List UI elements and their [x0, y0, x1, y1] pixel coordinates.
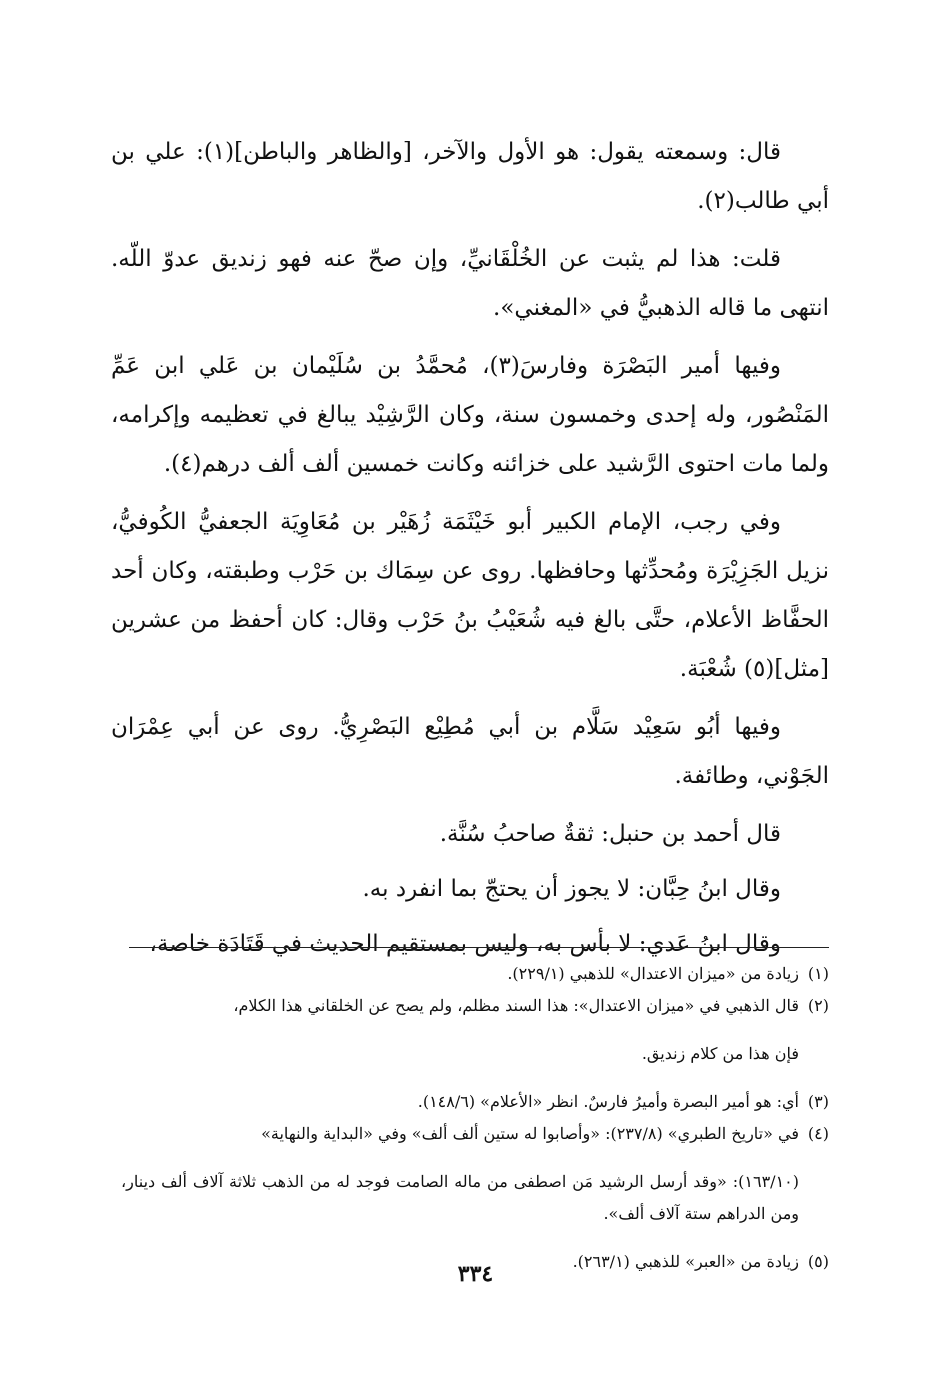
footnote-2-continuation: فإن هذا من كلام زنديق.: [641, 1044, 799, 1063]
footnote-text: أي: هو أمير البصرة وأميرُ فارسٌ. انظر «الأعلام» (١٤٨/٦).: [417, 1092, 799, 1111]
footnote-4-continuation: (١٦٣/١٠): «وقد أرسل الرشيد مَن اصطفى من ماله الصامت فوجد له من الذهب ثلاثة آلاف ألف دينار، ومن الدراهم ستة آلاف ألف».: [121, 1172, 799, 1223]
paragraph-5: وفيها أبُو سَعِيْد سَلَّام بن أبي مُطِيْع البَصْرِيُّ. روى عن أبي عِمْرَان الجَوْني، وطائفة.: [111, 714, 829, 789]
paragraph-8: وقال ابنُ عَدي: لا بأس به، وليس بمستقيم الحديث في قَتَادَة خاصة،: [149, 931, 781, 957]
page-number: ٣٣٤: [457, 1261, 494, 1287]
footnote-number: (٥): [807, 1252, 829, 1271]
footnote-text: زيادة من «العبر» للذهبي (٢٦٣/١).: [572, 1252, 799, 1271]
footnote-1: [121, 958, 829, 990]
paragraph-1: قال: وسمعته يقول: هو الأول والآخر، [والظاهر والباطن](١): علي بن أبي طالب(٢).: [111, 139, 829, 214]
footnote-3: [121, 1086, 829, 1118]
footnote-text: في «تاريخ الطبري» (٢٣٧/٨): «وأصابوا له ستين ألف ألف» وفي «البداية والنهاية»: [261, 1124, 799, 1143]
footnote-number: (٢): [807, 996, 829, 1015]
footnotes-section: [121, 958, 829, 1278]
footnote-4: [121, 1118, 829, 1150]
paragraph-3: وفيها أمير البَصْرَة وفارسَ(٣)، مُحمَّدُ بن سُلَيْمان بن عَلي ابن عَمِّ المَنْصُور، وله إحدى وخمسون سنة، وكان الرَّشِيْد يبالغ في تعظيمه وإكرامه، ولما مات احتوى الرَّشيد على خزائنه وكانت خمسين ألف ألف درهم(٤).: [111, 353, 829, 477]
paragraph-7: وقال ابنُ حِبَّان: لا يجوز أن يحتجّ بما انفرد به.: [362, 876, 781, 902]
footnote-number: (١): [807, 964, 829, 983]
footnote-text: زيادة من «ميزان الاعتدال» للذهبي (٢٢٩/١).: [507, 964, 799, 983]
paragraph-2: قلت: هذا لم يثبت عن الخُلْقَانيِّ، وإن صحّ عنه فهو زنديق عدوّ اللّه. انتهى ما قاله الذهبيُّ في «المغني».: [111, 246, 829, 321]
footnote-number: (٣): [807, 1092, 829, 1111]
footnote-divider: [129, 947, 829, 948]
footnote-2: [121, 990, 829, 1022]
footnote-text: قال الذهبي في «ميزان الاعتدال»: هذا السند مظلم، ولم يصح عن الخلقاني هذا الكلام،: [233, 996, 799, 1015]
paragraph-4: وفي رجب، الإمام الكبير أبو خَيْثَمَة زُهَيْر بن مُعَاوِيَة الجعفيُّ الكُوفيُّ، نزيل الجَزِيْرَة ومُحدِّثها وحافظها. روى عن سِمَاك بن حَرْب وطبقته، وكان أحد الحفَّاظ الأعلام، حتَّى بالغ فيه شُعَيْبُ بنُ حَرْب وقال: كان أحفظ من عشرين [مثل](٥) شُعْبَة.: [111, 509, 829, 682]
main-text: [111, 128, 829, 978]
footnote-number: (٤): [807, 1124, 829, 1143]
paragraph-6: قال أحمد بن حنبل: ثقةٌ صاحبُ سُنَّة.: [439, 821, 781, 847]
